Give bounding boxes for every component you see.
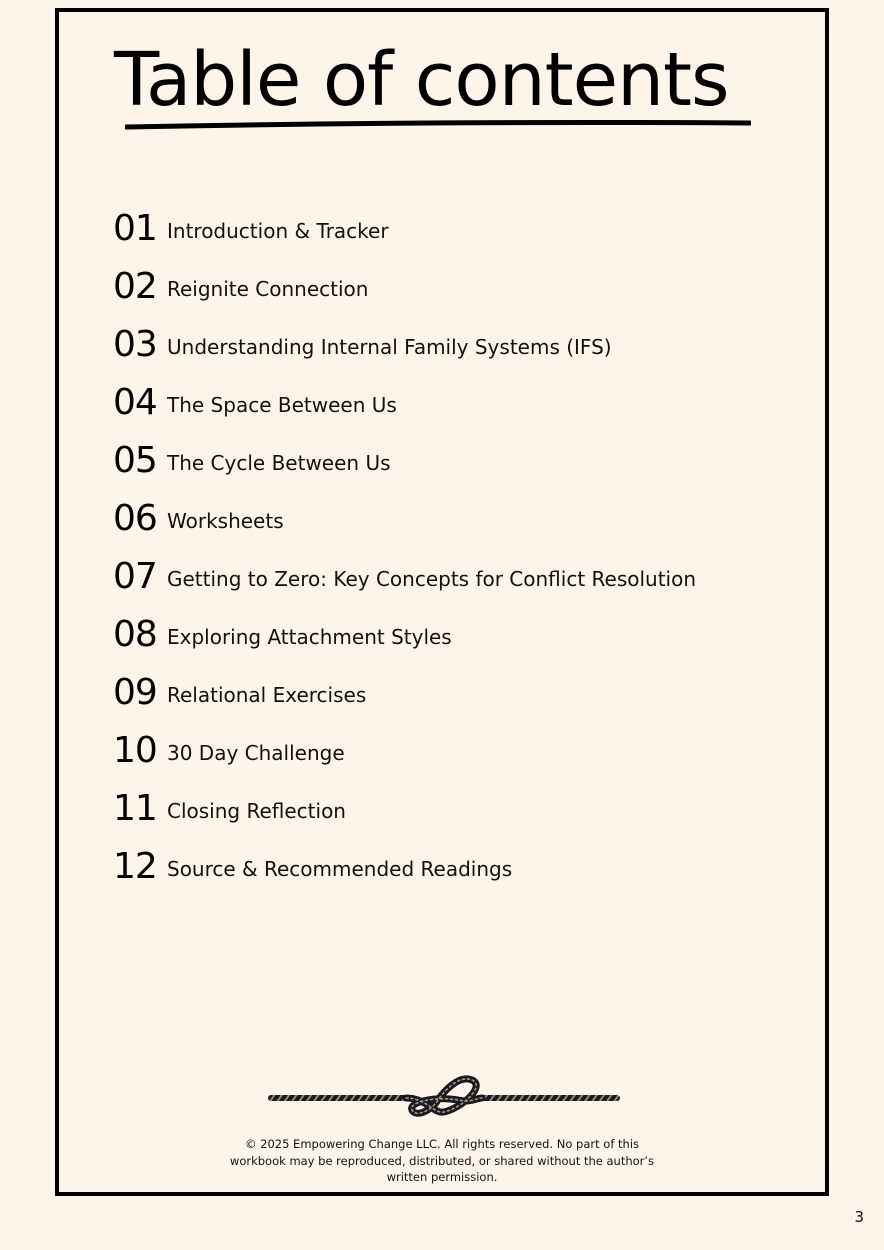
toc-label: Introduction & Tracker — [167, 219, 389, 243]
toc-label: Closing Reflection — [167, 799, 346, 823]
page-number: 3 — [854, 1208, 864, 1226]
toc-label: Worksheets — [167, 509, 284, 533]
toc-item[interactable] — [113, 838, 696, 896]
title-underline — [125, 118, 751, 132]
toc-item[interactable] — [113, 258, 696, 316]
toc-number: 04 — [113, 382, 157, 423]
toc-number: 05 — [113, 440, 157, 481]
toc-label: Getting to Zero: Key Concepts for Conflict Resolution — [167, 567, 697, 591]
toc-label: The Space Between Us — [167, 393, 397, 417]
toc-item[interactable] — [113, 548, 696, 606]
toc-label: Relational Exercises — [167, 683, 367, 707]
page-title: Table of contents — [114, 37, 729, 123]
rope-knot-icon — [266, 1074, 622, 1120]
toc-label: The Cycle Between Us — [167, 451, 391, 475]
toc-item[interactable] — [113, 664, 696, 722]
toc-number: 01 — [113, 208, 157, 249]
toc-item[interactable] — [113, 316, 696, 374]
toc-number: 09 — [113, 672, 157, 713]
toc-item[interactable] — [113, 606, 696, 664]
toc-item[interactable] — [113, 722, 696, 780]
toc-item[interactable] — [113, 200, 696, 258]
toc-label: Reignite Connection — [167, 277, 369, 301]
toc-number: 06 — [113, 498, 157, 539]
toc-item[interactable] — [113, 780, 696, 838]
toc-item[interactable] — [113, 490, 696, 548]
copyright-notice: © 2025 Empowering Change LLC. All rights reserved. No part of this workbook may be reproduced, distributed, or shared without the author’s written permission. — [229, 1137, 655, 1184]
toc-number: 12 — [113, 846, 157, 887]
toc-number: 07 — [113, 556, 157, 597]
toc-label: 30 Day Challenge — [167, 741, 345, 765]
toc-number: 08 — [113, 614, 157, 655]
toc-number: 11 — [113, 788, 157, 829]
toc-item[interactable] — [113, 374, 696, 432]
toc-number: 02 — [113, 266, 157, 307]
toc-label: Source & Recommended Readings — [167, 857, 513, 881]
table-of-contents — [113, 200, 696, 896]
toc-number: 10 — [113, 730, 157, 771]
toc-item[interactable] — [113, 432, 696, 490]
toc-label: Exploring Attachment Styles — [167, 625, 452, 649]
toc-label: Understanding Internal Family Systems (IFS) — [167, 335, 612, 359]
toc-number: 03 — [113, 324, 157, 365]
